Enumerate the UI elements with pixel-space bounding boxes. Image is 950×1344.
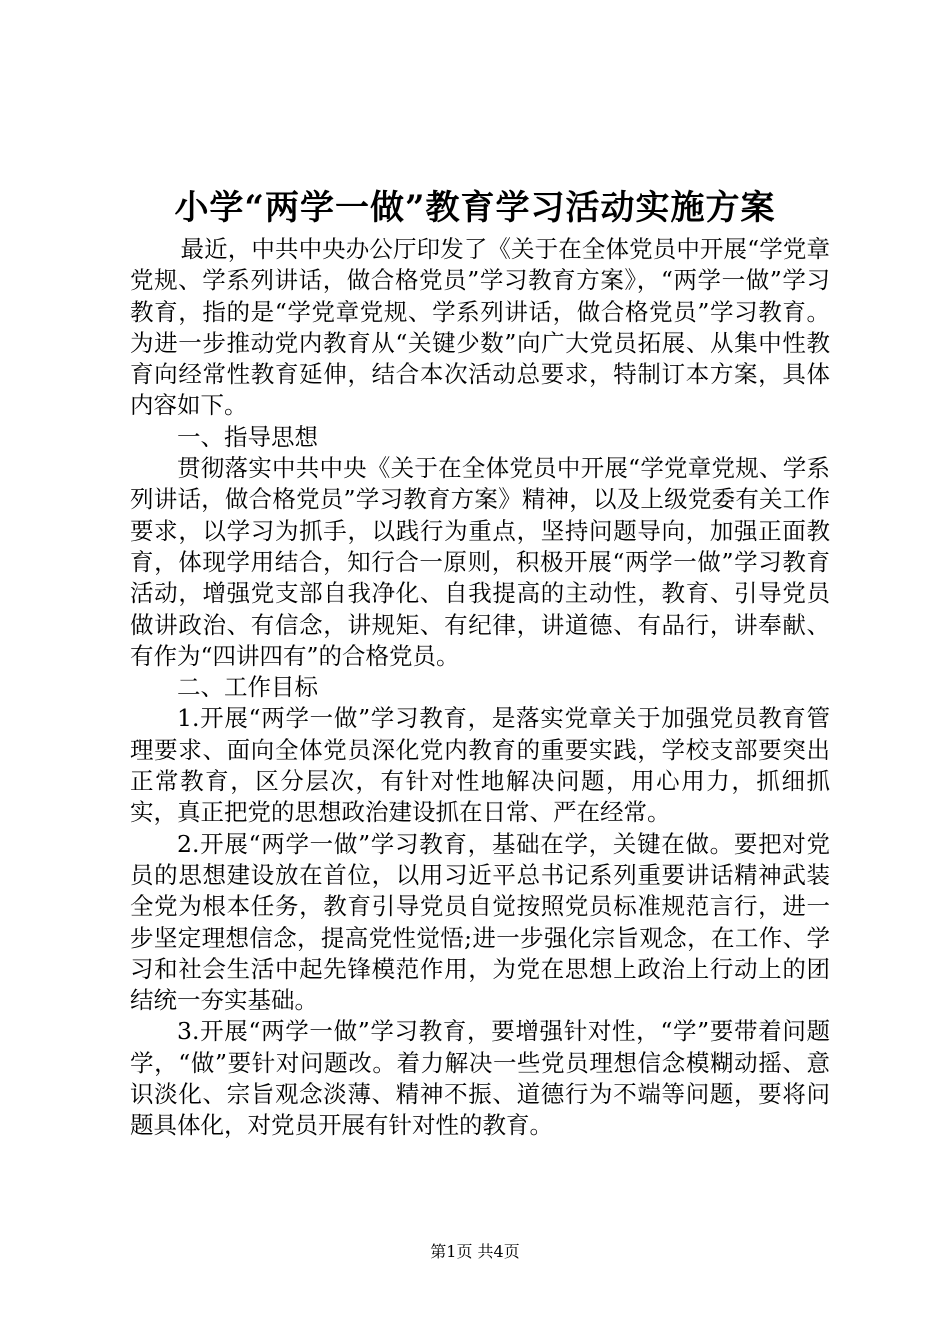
paragraph-goal-2: 2.开展“两学一做”学习教育，基础在学，关键在做。要把对党员的思想建设放在首位，以用习近平总书记系列重要讲话精神武装全党为根本任务，教育引导党员自觉按照党员标准规范言行，进一步坚定理想信念，提高党性觉悟;进一步强化宗旨观念，在工作、学习和社会生活中起先锋模范作用，为党在思想上政治上行动上的团结统一夯实基础。 <box>130 829 830 1015</box>
document-body <box>130 234 830 1142</box>
document-title: 小学“两学一做”教育学习活动实施方案 <box>174 188 776 228</box>
page-number-footer: 第1页 共4页 <box>430 1242 520 1261</box>
paragraph-intro: 最近，中共中央办公厅印发了《关于在全体党员中开展“学党章党规、学系列讲话，做合格党员”学习教育方案》，“两学一做”学习教育，指的是“学党章党规、学系列讲话，做合格党员”学习教育。为进一步推动党内教育从“关键少数”向广大党员拓展、从集中性教育向经常性教育延伸，结合本次活动总要求，特制订本方案，具体内容如下。 <box>130 235 830 420</box>
paragraph-goal-1: 1.开展“两学一做”学习教育，是落实党章关于加强党员教育管理要求、面向全体党员深化党内教育的重要实践，学校支部要突出正常教育，区分层次，有针对性地解决问题，用心用力，抓细抓实，真正把党的思想政治建设抓在日常、严在经常。 <box>130 704 830 827</box>
paragraph-goal-3: 3.开展“两学一做”学习教育，要增强针对性，“学”要带着问题学，“做”要针对问题改。着力解决一些党员理想信念模糊动摇、意识淡化、宗旨观念淡薄、精神不振、道德行为不端等问题，要将问题具体化，对党员开展有针对性的教育。 <box>130 1017 830 1140</box>
section-heading-guiding-thought: 一、指导思想 <box>177 422 318 451</box>
section-heading-work-goals: 二、工作目标 <box>177 673 318 702</box>
paragraph-guiding-thought: 贯彻落实中共中央《关于在全体党员中开展“学党章党规、学系列讲话，做合格党员”学习教育方案》精神，以及上级党委有关工作要求，以学习为抓手，以践行为重点，坚持问题导向，加强正面教育，体现学用结合，知行合一原则，积极开展“两学一做”学习教育活动，增强党支部自我净化、自我提高的主动性，教育、引导党员做讲政治、有信念，讲规矩、有纪律，讲道德、有品行，讲奉献、有作为“四讲四有”的合格党员。 <box>130 454 830 670</box>
